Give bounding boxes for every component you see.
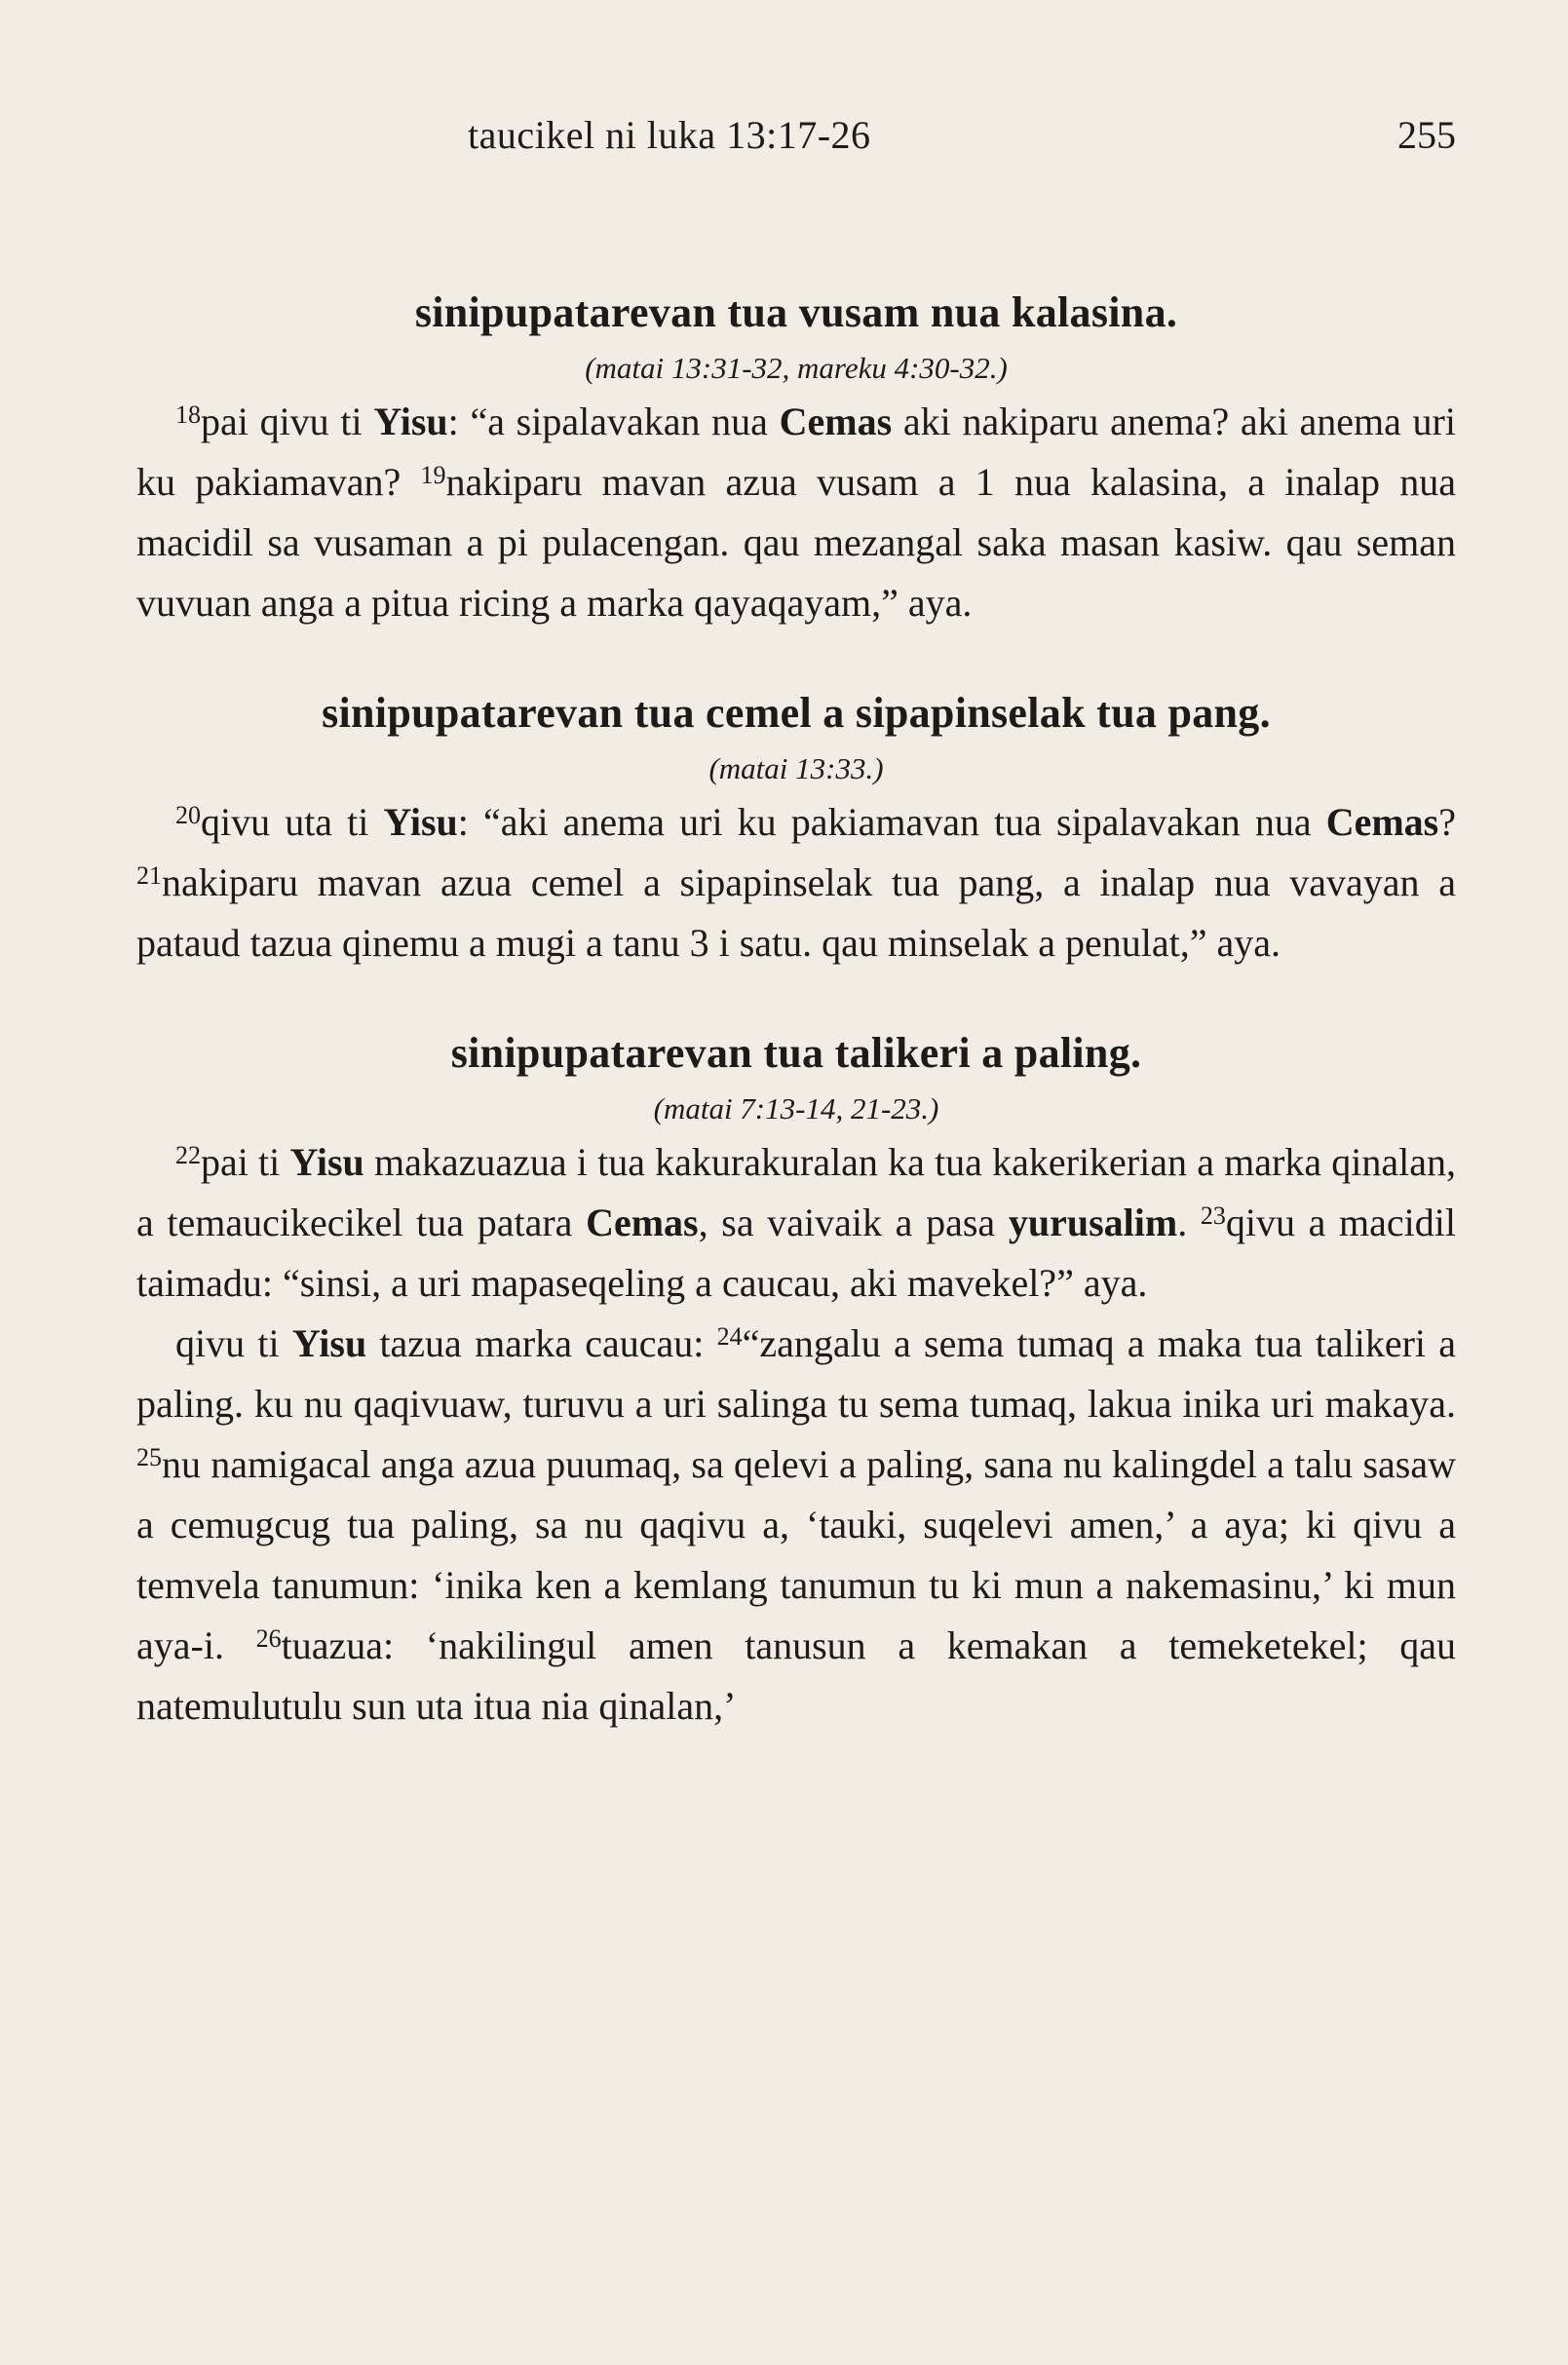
verse-text: , sa vaivaik a pasa <box>698 1201 1009 1244</box>
verse-number: 21 <box>136 861 162 890</box>
verse-number: 24 <box>716 1322 743 1351</box>
verse-number: 26 <box>255 1624 282 1653</box>
page-number: 255 <box>1397 113 1456 157</box>
verse-text: pai ti <box>201 1140 290 1184</box>
section-title-talikeri: sinipupatarevan tua talikeri a paling. <box>450 1029 1142 1077</box>
verse-text: pai qivu ti <box>201 400 374 443</box>
verse-text: nu namigacal anga azua puumaq, sa qelevi a paling, sana nu kalingdel a talu sasaw a cemugcug tua paling, sa nu qaqivu a, ‘tauki, suqelevi amen,’ a aya; ki qivu a temvela tanumun: ‘inika ken a kemlang tanumun tu ki mun a nakemasinu,’ ki mun aya-i. <box>136 1442 1456 1667</box>
verse-text: tuazua: ‘nakilingul amen tanusun a kemakan a temeketekel; qau natemulutulu sun uta itua nia qinalan,’ <box>136 1623 1456 1728</box>
bold-name: Yisu <box>373 400 448 443</box>
verse-text: : “a sipalavakan nua <box>447 400 780 443</box>
section-reference-vusam: (matai 13:31-32, mareku 4:30-32.) <box>585 351 1008 385</box>
verse-text: aki nakiparu anema? aki anema uri ku pakiamavan? <box>136 400 1456 504</box>
verse-text: nakiparu mavan azua vusam a 1 nua kalasina, a inalap nua macidil sa vusaman a pi pulacengan. qau mezangal saka masan kasiw. qau seman vuvuan anga a pitua ricing a marka qayaqayam,” aya. <box>136 460 1457 625</box>
verse-text: qivu ti <box>175 1321 292 1365</box>
verse-number: 22 <box>175 1141 201 1169</box>
paragraph-verses-20-21 <box>136 792 1456 973</box>
section-title-vusam: sinipupatarevan tua vusam nua kalasina. <box>414 288 1178 336</box>
verse-text: ? <box>1438 800 1456 844</box>
verse-text: “zangalu a sema tumaq a maka tua talikeri a paling. ku nu qaqivuaw, turuvu a uri salinga tu sema tumaq, lakua inika uri makaya. <box>136 1321 1457 1426</box>
bold-name: Yisu <box>383 800 458 844</box>
section-reference-talikeri: (matai 7:13-14, 21-23.) <box>653 1091 939 1125</box>
verse-text: qivu a macidil taimadu: “sinsi, a uri mapaseqeling a caucau, aki mavekel?” aya. <box>136 1201 1457 1305</box>
verse-number: 23 <box>1200 1202 1226 1230</box>
verse-text: . <box>1177 1201 1201 1244</box>
bold-name: yurusalim <box>1008 1201 1178 1244</box>
paragraph-verses-24-26 <box>136 1314 1456 1736</box>
bold-name: Cemas <box>779 400 893 443</box>
section-title-cemel: sinipupatarevan tua cemel a sipapinselak tua pang. <box>322 689 1271 737</box>
section-reference-cemel: (matai 13:33.) <box>708 751 884 785</box>
bold-name: Yisu <box>289 1140 364 1184</box>
verse-number: 20 <box>175 801 201 829</box>
bold-name: Yisu <box>291 1321 367 1365</box>
running-header <box>136 102 1456 171</box>
verse-text: makazuazua i tua kakurakuralan ka tua kakerikerian a marka qinalan, a temaucikecikel tua patara <box>136 1140 1456 1244</box>
verse-text: : “aki anema uri ku pakiamavan tua sipalavakan nua <box>457 800 1326 844</box>
paragraph-verses-18-19 <box>136 392 1456 633</box>
running-title: taucikel ni luka 13:17-26 <box>468 113 871 157</box>
verse-text: qivu uta ti <box>201 800 384 844</box>
bold-name: Cemas <box>586 1201 699 1244</box>
verse-text: tazua marka caucau: <box>366 1321 717 1365</box>
verse-number: 19 <box>420 461 446 489</box>
bold-name: Cemas <box>1325 800 1439 844</box>
verse-text: nakiparu mavan azua cemel a sipapinselak tua pang, a inalap nua vavayan a pataud tazua qinemu a mugi a tanu 3 i satu. qau minselak a penulat,” aya. <box>136 860 1456 965</box>
verse-number: 25 <box>136 1443 162 1471</box>
paragraph-verses-22-23 <box>136 1132 1456 1314</box>
verse-number: 18 <box>175 401 201 429</box>
